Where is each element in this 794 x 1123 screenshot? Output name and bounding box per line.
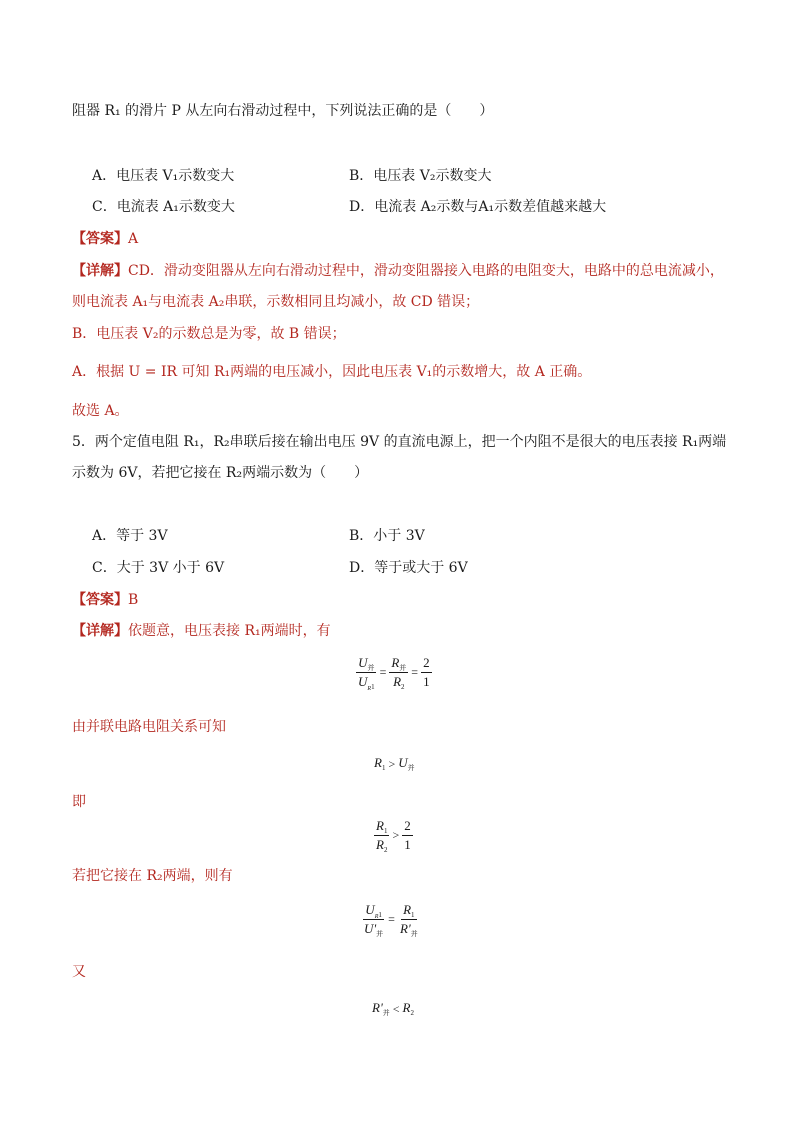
q4-option-a: A．电压表 V₁示数变大 [92, 168, 235, 184]
q4-option-c: C．电流表 A₁示数变大 [92, 199, 235, 215]
q5-detail-line-1 [72, 621, 331, 641]
q4-detail-line-2: 则电流表 A₁与电流表 A₂串联，示数相同且均减小，故 CD 错误； [72, 294, 480, 310]
q5-option-d: D．等于或大于 6V [349, 560, 468, 576]
q5-text-ji: 即 [72, 794, 86, 810]
q5-answer-label: 【答案】 [72, 592, 128, 608]
q5-text-if: 若把它接在 R₂两端，则有 [72, 868, 233, 884]
q5-text-you: 又 [72, 964, 86, 980]
q4-detail-line-4: A．根据 U = IR 可知 R₁两端的电压减小，因此电压表 V₁的示数增大，故 A 正确。 [72, 364, 592, 380]
q5-answer [72, 590, 138, 610]
q4-detail-line-1 [72, 261, 724, 281]
q5-stem-line-1: 5．两个定值电阻 R₁，R₂串联后接在输出电压 9V 的直流电源上，把一个内阻不是很大的电压表接 R₁两端 [72, 434, 727, 450]
q5-option-b: B．小于 3V [349, 528, 425, 544]
q4-detail-label: 【详解】 [72, 263, 128, 279]
q4-stem: 阻器 R₁ 的滑片 P 从左向右滑动过程中，下列说法正确的是（ ） [72, 103, 494, 119]
q5-option-a: A．等于 3V [92, 528, 168, 544]
q4-answer [72, 229, 138, 249]
q4-option-b: B．电压表 V₂示数变大 [349, 168, 492, 184]
formula-inequality-1: $R_1 > U_并$ [374, 755, 415, 772]
formula-inequality-2: $\frac{R_1}{R_2}$ > $\frac{2}{1}$ [376, 818, 411, 854]
q5-text-parallel: 由并联电路电阻关系可知 [72, 719, 226, 735]
formula-inequality-3: $R'_并 < R_2$ [372, 1000, 414, 1017]
formula-ratio-2: $\frac{U_{R1}}{U'_并}$ = $\frac{R_1}{R'_并}$ [364, 902, 418, 938]
formula-ratio-1: $\frac{U_并}{U_{R1}}$ = $\frac{R_并}{R_2}$ = $\frac{2}{1}$ [358, 655, 430, 692]
q5-detail-label: 【详解】 [72, 623, 128, 639]
formula-1-frac-r: $\frac{R_并}{R_2}$ [391, 655, 407, 691]
q4-answer-value: A [128, 231, 139, 247]
formula-1-frac-num: $\frac{2}{1}$ [423, 655, 430, 689]
q4-option-d: D．电流表 A₂示数与A₁示数差值越来越大 [349, 199, 607, 215]
q5-answer-value: B [128, 592, 139, 608]
q4-detail-text-1: CD．滑动变阻器从左向右滑动过程中，滑动变阻器接入电路的电阻变大，电路中的总电流减小， [128, 263, 724, 279]
q4-detail-line-3: B．电压表 V₂的示数总是为零，故 B 错误； [72, 326, 346, 342]
q5-stem-line-2: 示数为 6V，若把它接在 R₂两端示数为（ ） [72, 465, 369, 481]
formula-1-frac-u: $\frac{U_并}{U_{R1}}$ [358, 655, 375, 692]
q5-detail-intro: 依题意，电压表接 R₁两端时，有 [128, 623, 331, 639]
q5-option-c: C．大于 3V 小于 6V [92, 560, 225, 576]
q4-answer-label: 【答案】 [72, 231, 128, 247]
q4-conclusion: 故选 A。 [72, 403, 129, 419]
